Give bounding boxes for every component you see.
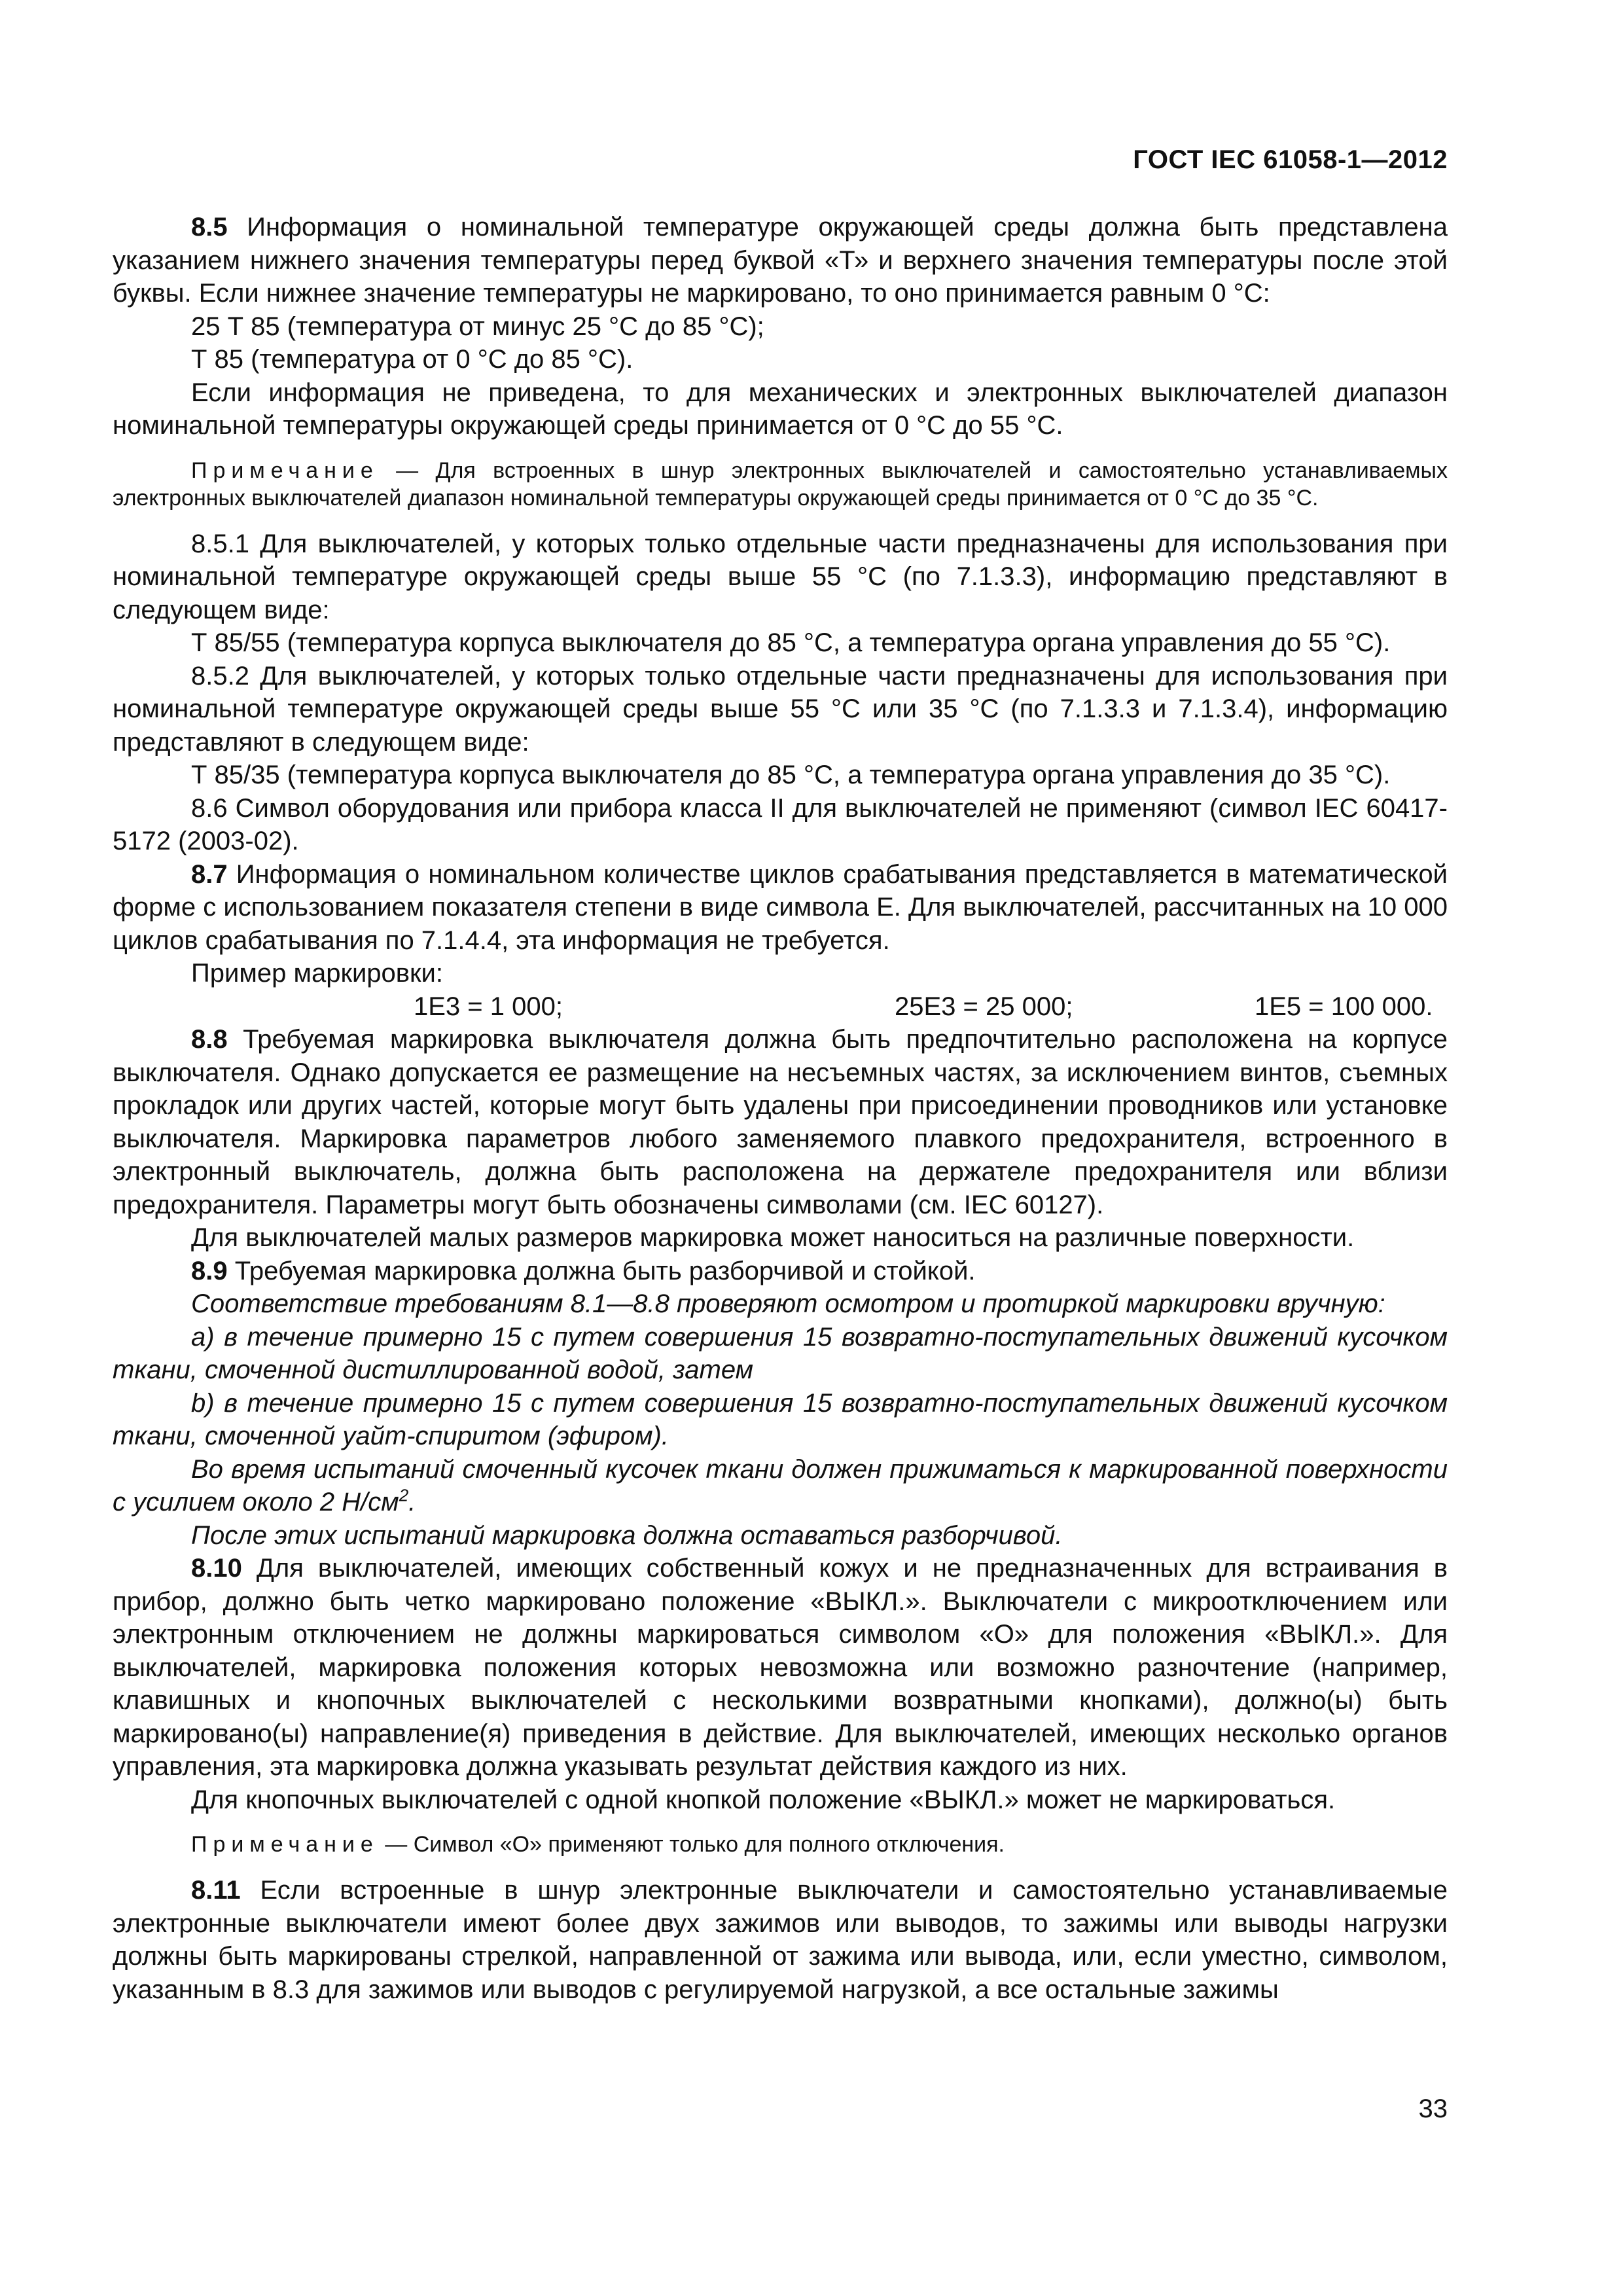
- section-number: 8.11: [191, 1876, 241, 1905]
- note-text: — Для встроенных в шнур электронных выключателей и самостоятельно устанавливаемых электронных выключателей диапазон номинальной температуры окружающей среды принимается от 0 °С до 35 °С.: [113, 457, 1448, 511]
- test-force: [113, 1453, 1448, 1519]
- paragraph: Для кнопочных выключателей с одной кнопкой положение «ВЫКЛ.» может не маркироваться.: [191, 1785, 1336, 1814]
- test-method: Соответствие требованиям 8.1—8.8 проверяют осмотром и протиркой маркировки вручную:: [191, 1289, 1385, 1318]
- section-number: 8.8: [191, 1025, 228, 1054]
- example-line: Т 85 (температура от 0 °С до 85 °С).: [191, 345, 633, 374]
- section-8-11: [113, 1874, 1448, 2006]
- example-item: 1Е5 = 100 000.: [1255, 992, 1433, 1021]
- section-number: 8.5: [191, 213, 228, 242]
- paragraph: Для выключателей малых размеров маркировка может наноситься на различные поверхности.: [191, 1223, 1355, 1252]
- page-body: [113, 211, 1448, 2006]
- example-label: Пример маркировки:: [191, 959, 443, 988]
- section-8-7: [113, 858, 1448, 958]
- section-8-10: [113, 1552, 1448, 1784]
- note-label: Примечание: [191, 1832, 379, 1857]
- test-force-end: .: [408, 1488, 416, 1516]
- section-number: 8.10: [191, 1554, 242, 1583]
- section-text: Требуемая маркировка должна быть разборчивой и стойкой.: [227, 1256, 976, 1285]
- note: [113, 457, 1448, 512]
- document-header: ГОСТ IEC 61058-1—2012: [1133, 145, 1448, 174]
- example-line: Т 85/55 (температура корпуса выключателя до 85 °С, а температура органа управления до 55 °С).: [191, 628, 1391, 657]
- section-8-5-1: 8.5.1 Для выключателей, у которых только отдельные части предназначены для использования при номинальной температуре окружающей среды выше 55 °С (по 7.1.3.3), информацию представляют в следующем виде:: [113, 529, 1448, 624]
- section-text: Информация о номинальном количестве циклов срабатывания представляется в математической форме с использованием показателя степени в виде символа Е. Для выключателей, рассчитанных на 10 000 циклов срабатывания по 7.1.4.4, эта информация не требуется.: [113, 859, 1448, 955]
- section-8-5-2: 8.5.2 Для выключателей, у которых только отдельные части предназначены для использования при номинальной температуре окружающей среды выше 55 °С или 35 °С (по 7.1.3.3 и 7.1.3.4), информацию представляют в следующем виде:: [113, 661, 1448, 757]
- section-text: Для выключателей, имеющих собственный кожух и не предназначенных для встраивания в прибор, должно быть четко маркировано положение «ВЫКЛ.». Выключатели с микроотключением или электронным отключением не должны маркироваться символом «О» для положения «ВЫКЛ.». Для выключателей, маркировка положения которых невозможна или возможно разночтение (например, клавишных и кнопочных выключателей с несколькими возвратными кнопками), должно(ы) быть маркировано(ы) направление(я) приведения в действие. Для выключателей, имеющих несколько органов управления, эта маркировка должна указывать результат действия каждого из них.: [113, 1554, 1448, 1781]
- section-text: Если встроенные в шнур электронные выключатели и самостоятельно устанавливаемые электронные выключатели имеют более двух зажимов или выводов, то зажимы или выводы нагрузки должны быть маркированы стрелкой, направленной от зажима или вывода, или, если уместно, символом, указанным в 8.3 для зажимов или выводов с регулируемой нагрузкой, а все остальные зажимы: [113, 1876, 1448, 2004]
- superscript: 2: [399, 1485, 409, 1505]
- examples-row: [113, 990, 1448, 1024]
- test-step-a: a) в течение примерно 15 с путем совершения 15 возвратно-поступательных движений кусочком ткани, смоченной дистиллированной водой, затем: [113, 1322, 1448, 1384]
- section-8-8: [113, 1023, 1448, 1221]
- section-8-6: 8.6 Символ оборудования или прибора класса II для выключателей не применяют (символ IEC 60417-5172 (2003-02).: [113, 793, 1448, 855]
- section-text: Информация о номинальной температуре окружающей среды должна быть представлена указанием нижнего значения температуры перед буквой «Т» и верхнего значения температуры после этой буквы. Если нижнее значение температуры не маркировано, то оно принимается равным 0 °С:: [113, 213, 1448, 308]
- section-number: 8.7: [191, 859, 228, 889]
- section-number: 8.9: [191, 1256, 228, 1285]
- test-force-text: Во время испытаний смоченный кусочек ткани должен прижиматься к маркированной поверхности с усилием около 2 Н/см: [113, 1454, 1448, 1516]
- test-step-b: b) в течение примерно 15 с путем совершения 15 возвратно-поступательных движений кусочком ткани, смоченной уайт-спиритом (эфиром).: [113, 1388, 1448, 1450]
- page-number: 33: [1418, 2094, 1448, 2123]
- example-item: 1Е3 = 1 000;: [414, 992, 563, 1021]
- example-item: 25Е3 = 25 000;: [895, 992, 1073, 1021]
- note: [113, 1831, 1448, 1858]
- note-label: Примечание: [191, 457, 379, 483]
- section-8-5: [113, 211, 1448, 310]
- note-text: — Символ «О» применяют только для полного отключения.: [378, 1832, 1005, 1857]
- section-text: Требуемая маркировка выключателя должна быть предпочтительно расположена на корпусе выключателя. Однако допускается ее размещение на несъемных частях, за исключением винтов, съемных прокладок или других частей, которые могут быть удалены при присоединении проводников или установке выключателя. Маркировка параметров любого заменяемого плавкого предохранителя, встроенного в электронный выключатель, должна быть расположена на держателе предохранителя или вблизи предохранителя. Параметры могут быть обозначены символами (см. IEC 60127).: [113, 1025, 1448, 1219]
- example-line: Т 85/35 (температура корпуса выключателя до 85 °С, а температура органа управления до 35 °С).: [191, 761, 1391, 789]
- section-8-9: [113, 1255, 1448, 1288]
- example-line: 25 Т 85 (температура от минус 25 °С до 85 °С);: [191, 312, 764, 341]
- paragraph: Если информация не приведена, то для механических и электронных выключателей диапазон номинальной температуры окружающей среды принимается от 0 °С до 55 °С.: [113, 378, 1448, 440]
- test-result: После этих испытаний маркировка должна оставаться разборчивой.: [191, 1520, 1063, 1550]
